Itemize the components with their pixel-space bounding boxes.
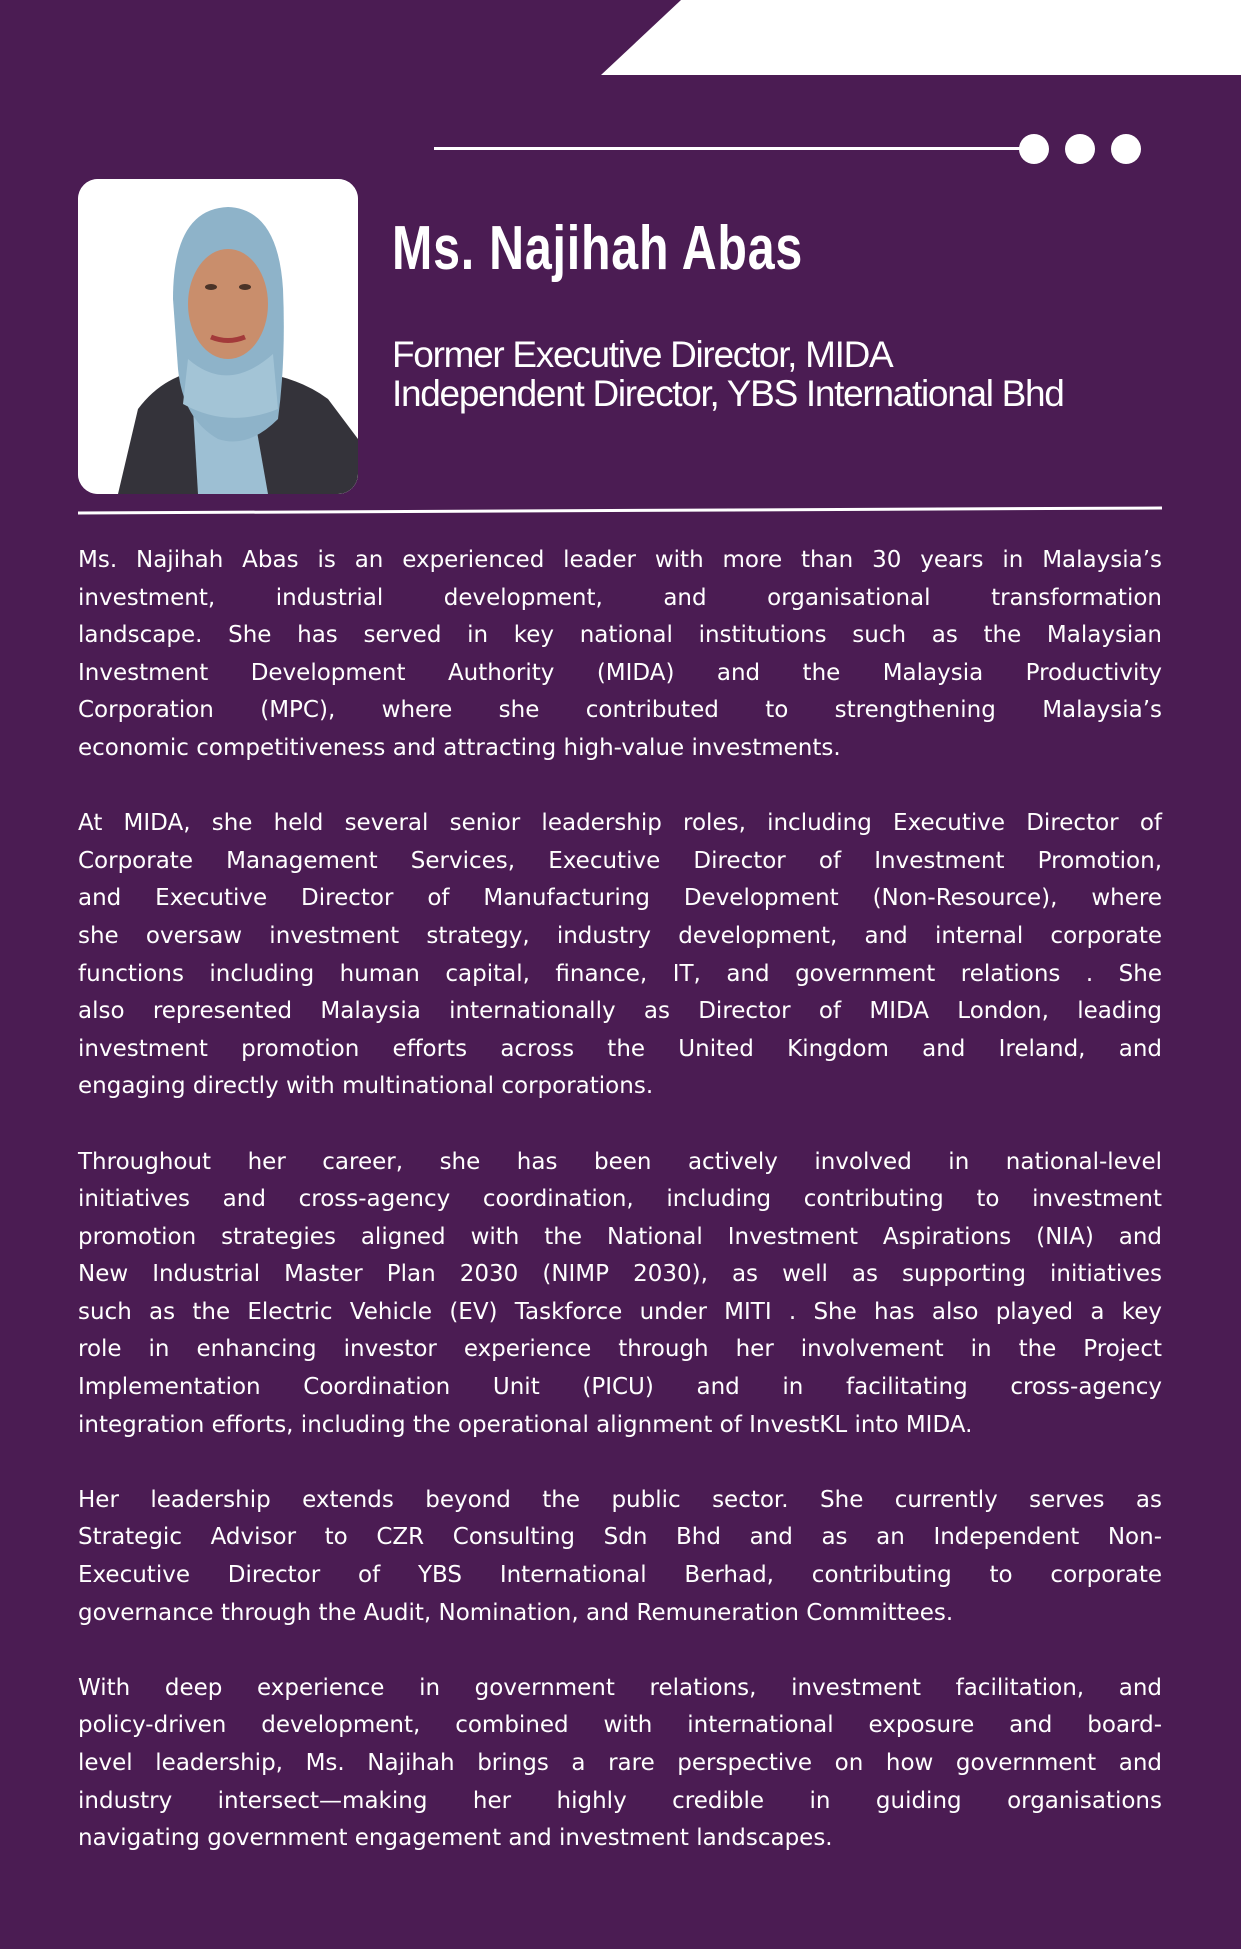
portrait-icon <box>78 179 358 494</box>
bio-line: engaging directly with multinational corporations. <box>78 1073 654 1100</box>
bio-line: Throughout her career, she has been actively involved in national-level <box>78 1148 1162 1175</box>
biography <box>78 542 1162 1895</box>
bio-line: functions including human capital, finance, IT, and government relations . She <box>78 960 1162 987</box>
bio-line: policy-driven development, combined with international exposure and board- <box>78 1712 1162 1739</box>
divider-line <box>78 506 1162 516</box>
bio-paragraph <box>78 542 1162 768</box>
bio-line: landscape. She has served in key national institutions such as the Malaysian <box>78 622 1162 649</box>
bio-line: Corporate Management Services, Executive Director of Investment Promotion, <box>78 847 1162 874</box>
bio-line: industry intersect—making her highly credible in guiding organisations <box>78 1787 1162 1814</box>
bio-line: Executive Director of YBS International Berhad, contributing to corporate <box>78 1562 1162 1589</box>
dot-icon <box>1111 134 1141 164</box>
bio-line: and Executive Director of Manufacturing Development (Non-Resource), where <box>78 885 1162 912</box>
bio-line: promotion strategies aligned with the National Investment Aspirations (NIA) and <box>78 1223 1162 1250</box>
bio-line: such as the Electric Vehicle (EV) Taskforce under MITI . She has also played a key <box>78 1298 1162 1325</box>
bio-line: At MIDA, she held several senior leadership roles, including Executive Director of <box>78 810 1162 837</box>
role-former: Former Executive Director, MIDA <box>392 334 893 375</box>
person-name: Ms. Najihah Abas <box>392 214 804 283</box>
bio-line: role in enhancing investor experience through her involvement in the Project <box>78 1336 1162 1363</box>
bio-line: economic competitiveness and attracting high-value investments. <box>78 734 841 761</box>
bio-line: With deep experience in government relations, investment facilitation, and <box>78 1674 1162 1701</box>
bio-line: Strategic Advisor to CZR Consulting Sdn Bhd and as an Independent Non- <box>78 1524 1162 1551</box>
bio-line: investment, industrial development, and organisational transformation <box>78 584 1162 611</box>
bio-paragraph <box>78 1144 1162 1445</box>
bio-line: she oversaw investment strategy, industry development, and internal corporate <box>78 922 1162 949</box>
bio-paragraph <box>78 1482 1162 1632</box>
dot-icon <box>1019 134 1049 164</box>
decorative-line <box>434 147 1034 150</box>
bio-line: investment promotion efforts across the United Kingdom and Ireland, and <box>78 1035 1162 1062</box>
bio-line: Ms. Najihah Abas is an experienced leader with more than 30 years in Malaysia’s <box>78 547 1162 573</box>
bio-paragraph <box>78 1670 1162 1858</box>
dot-icon <box>1065 134 1095 164</box>
bio-line: navigating government engagement and investment landscapes. <box>78 1825 833 1852</box>
bio-line: Implementation Coordination Unit (PICU) and in facilitating cross-agency <box>78 1374 1162 1401</box>
bio-line: integration efforts, including the operational alignment of InvestKL into MIDA. <box>78 1411 973 1438</box>
bio-line: New Industrial Master Plan 2030 (NIMP 2030), as well as supporting initiatives <box>78 1261 1162 1288</box>
bio-line: Her leadership extends beyond the public sector. She currently serves as <box>78 1486 1162 1513</box>
corner-shape <box>0 0 1241 80</box>
bio-line: governance through the Audit, Nomination, and Remuneration Committees. <box>78 1599 954 1626</box>
role-current: Independent Director, YBS International Bhd <box>392 373 1064 414</box>
bio-line: level leadership, Ms. Najihah brings a rare perspective on how government and <box>78 1750 1162 1776</box>
bio-line: also represented Malaysia internationally as Director of MIDA London, leading <box>78 998 1162 1025</box>
bio-line: Corporation (MPC), where she contributed to strengthening Malaysia’s <box>78 697 1162 724</box>
bio-paragraph <box>78 805 1162 1106</box>
profile-photo <box>78 179 358 494</box>
bio-line: initiatives and cross-agency coordination, including contributing to investment <box>78 1186 1162 1213</box>
bio-line: Investment Development Authority (MIDA) and the Malaysia Productivity <box>78 659 1162 686</box>
